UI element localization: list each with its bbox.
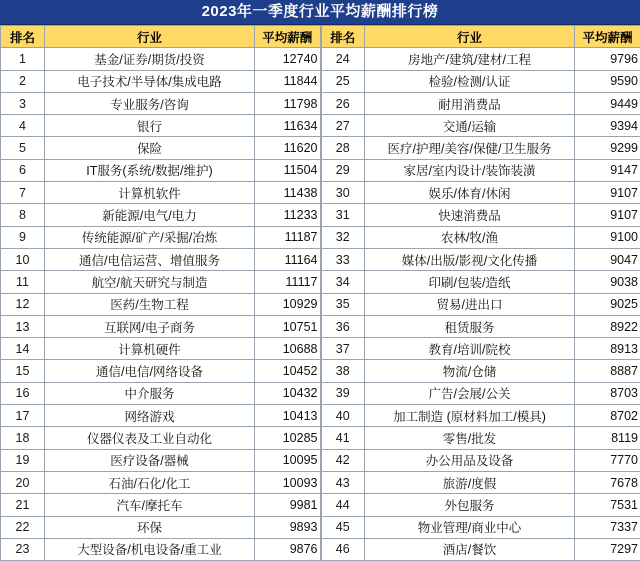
cell-pay-left: 10929 xyxy=(255,293,321,315)
cell-industry-left: 计算机软件 xyxy=(45,182,255,204)
table-row xyxy=(1,516,640,538)
table-row xyxy=(1,405,640,427)
cell-pay-left: 11438 xyxy=(255,182,321,204)
cell-industry-right: 快速消费品 xyxy=(365,204,575,226)
cell-industry-right: 旅游/度假 xyxy=(365,471,575,493)
cell-rank-left: 20 xyxy=(1,471,45,493)
cell-industry-left: 中介服务 xyxy=(45,382,255,404)
cell-industry-right: 娱乐/体育/休闲 xyxy=(365,182,575,204)
cell-industry-left: 大型设备/机电设备/重工业 xyxy=(45,538,255,560)
cell-rank-left: 11 xyxy=(1,271,45,293)
cell-pay-left: 11798 xyxy=(255,92,321,114)
table-row xyxy=(1,315,640,337)
cell-industry-left: 电子技术/半导体/集成电路 xyxy=(45,70,255,92)
column-header-rank-right: 排名 xyxy=(321,26,365,48)
cell-industry-left: 网络游戏 xyxy=(45,405,255,427)
cell-industry-right: 贸易/进出口 xyxy=(365,293,575,315)
cell-pay-right: 9038 xyxy=(575,271,640,293)
cell-industry-right: 教育/培训/院校 xyxy=(365,338,575,360)
cell-pay-left: 10751 xyxy=(255,315,321,337)
cell-industry-left: 通信/电信运营、增值服务 xyxy=(45,248,255,270)
cell-pay-right: 9047 xyxy=(575,248,640,270)
cell-pay-right: 9025 xyxy=(575,293,640,315)
cell-pay-right: 8702 xyxy=(575,405,640,427)
cell-industry-right: 家居/室内设计/装饰装潢 xyxy=(365,159,575,181)
cell-pay-left: 11187 xyxy=(255,226,321,248)
column-header-pay-right: 平均薪酬 xyxy=(575,26,640,48)
cell-rank-left: 10 xyxy=(1,248,45,270)
table-row xyxy=(1,115,640,137)
table-row xyxy=(1,204,640,226)
cell-industry-left: 医疗设备/器械 xyxy=(45,449,255,471)
cell-rank-right: 41 xyxy=(321,427,365,449)
cell-rank-left: 17 xyxy=(1,405,45,427)
cell-rank-right: 44 xyxy=(321,494,365,516)
cell-industry-left: 新能源/电气/电力 xyxy=(45,204,255,226)
cell-pay-left: 9893 xyxy=(255,516,321,538)
cell-pay-left: 11620 xyxy=(255,137,321,159)
table-row xyxy=(1,449,640,471)
cell-pay-left: 9876 xyxy=(255,538,321,560)
cell-pay-right: 8922 xyxy=(575,315,640,337)
cell-industry-left: 互联网/电子商务 xyxy=(45,315,255,337)
cell-rank-left: 13 xyxy=(1,315,45,337)
table-row xyxy=(1,159,640,181)
cell-pay-left: 10093 xyxy=(255,471,321,493)
cell-rank-left: 6 xyxy=(1,159,45,181)
cell-pay-right: 7531 xyxy=(575,494,640,516)
cell-pay-right: 8913 xyxy=(575,338,640,360)
cell-rank-right: 45 xyxy=(321,516,365,538)
cell-rank-right: 27 xyxy=(321,115,365,137)
cell-industry-right: 广告/会展/公关 xyxy=(365,382,575,404)
cell-rank-right: 38 xyxy=(321,360,365,382)
cell-pay-left: 12740 xyxy=(255,48,321,70)
cell-rank-right: 30 xyxy=(321,182,365,204)
table-row xyxy=(1,338,640,360)
cell-rank-right: 46 xyxy=(321,538,365,560)
table-row xyxy=(1,382,640,404)
cell-industry-right: 房地产/建筑/建材/工程 xyxy=(365,48,575,70)
cell-rank-left: 18 xyxy=(1,427,45,449)
cell-industry-right: 外包服务 xyxy=(365,494,575,516)
table-row xyxy=(1,271,640,293)
cell-pay-left: 11844 xyxy=(255,70,321,92)
salary-ranking-table xyxy=(0,25,640,561)
cell-industry-left: 通信/电信/网络设备 xyxy=(45,360,255,382)
cell-pay-right: 9590 xyxy=(575,70,640,92)
cell-rank-left: 15 xyxy=(1,360,45,382)
cell-pay-left: 10688 xyxy=(255,338,321,360)
cell-industry-left: 仪器仪表及工业自动化 xyxy=(45,427,255,449)
cell-industry-right: 农林/牧/渔 xyxy=(365,226,575,248)
cell-industry-left: 专业服务/咨询 xyxy=(45,92,255,114)
table-row xyxy=(1,471,640,493)
cell-rank-right: 25 xyxy=(321,70,365,92)
cell-rank-right: 35 xyxy=(321,293,365,315)
cell-pay-right: 7337 xyxy=(575,516,640,538)
cell-rank-left: 14 xyxy=(1,338,45,360)
cell-pay-left: 11634 xyxy=(255,115,321,137)
cell-rank-left: 1 xyxy=(1,48,45,70)
cell-pay-right: 9147 xyxy=(575,159,640,181)
cell-pay-left: 9981 xyxy=(255,494,321,516)
cell-rank-right: 24 xyxy=(321,48,365,70)
cell-rank-right: 37 xyxy=(321,338,365,360)
cell-industry-left: 石油/石化/化工 xyxy=(45,471,255,493)
cell-pay-right: 9299 xyxy=(575,137,640,159)
cell-rank-left: 23 xyxy=(1,538,45,560)
cell-rank-right: 39 xyxy=(321,382,365,404)
cell-pay-right: 9449 xyxy=(575,92,640,114)
cell-pay-right: 9394 xyxy=(575,115,640,137)
cell-rank-right: 42 xyxy=(321,449,365,471)
cell-pay-right: 8887 xyxy=(575,360,640,382)
cell-rank-left: 8 xyxy=(1,204,45,226)
table-body xyxy=(1,48,640,561)
cell-industry-left: 医药/生物工程 xyxy=(45,293,255,315)
cell-pay-right: 9107 xyxy=(575,182,640,204)
cell-industry-left: 保险 xyxy=(45,137,255,159)
table-row xyxy=(1,427,640,449)
page-title: 2023年一季度行业平均薪酬排行榜 xyxy=(0,0,640,25)
table-row xyxy=(1,494,640,516)
cell-rank-right: 31 xyxy=(321,204,365,226)
cell-rank-left: 9 xyxy=(1,226,45,248)
table-row xyxy=(1,48,640,70)
column-header-industry-left: 行业 xyxy=(45,26,255,48)
cell-rank-right: 33 xyxy=(321,248,365,270)
cell-pay-left: 10452 xyxy=(255,360,321,382)
cell-rank-left: 4 xyxy=(1,115,45,137)
cell-pay-right: 9100 xyxy=(575,226,640,248)
table-row xyxy=(1,137,640,159)
cell-industry-left: IT服务(系统/数据/维护) xyxy=(45,159,255,181)
cell-pay-left: 10285 xyxy=(255,427,321,449)
table-row xyxy=(1,293,640,315)
cell-rank-left: 3 xyxy=(1,92,45,114)
cell-rank-right: 28 xyxy=(321,137,365,159)
cell-rank-left: 21 xyxy=(1,494,45,516)
cell-rank-right: 26 xyxy=(321,92,365,114)
cell-pay-left: 11117 xyxy=(255,271,321,293)
cell-rank-right: 32 xyxy=(321,226,365,248)
table-row xyxy=(1,182,640,204)
column-header-industry-right: 行业 xyxy=(365,26,575,48)
table-row xyxy=(1,226,640,248)
cell-industry-right: 医疗/护理/美容/保健/卫生服务 xyxy=(365,137,575,159)
column-header-rank-left: 排名 xyxy=(1,26,45,48)
cell-rank-left: 12 xyxy=(1,293,45,315)
cell-industry-right: 酒店/餐饮 xyxy=(365,538,575,560)
column-header-pay-left: 平均薪酬 xyxy=(255,26,321,48)
cell-industry-right: 零售/批发 xyxy=(365,427,575,449)
cell-industry-right: 加工制造 (原材料加工/模具) xyxy=(365,405,575,427)
table-header xyxy=(1,26,640,48)
cell-industry-right: 办公用品及设备 xyxy=(365,449,575,471)
cell-rank-right: 34 xyxy=(321,271,365,293)
cell-rank-left: 2 xyxy=(1,70,45,92)
cell-rank-left: 19 xyxy=(1,449,45,471)
cell-industry-left: 银行 xyxy=(45,115,255,137)
table-row xyxy=(1,70,640,92)
cell-pay-right: 7297 xyxy=(575,538,640,560)
cell-pay-right: 9107 xyxy=(575,204,640,226)
cell-pay-right: 8703 xyxy=(575,382,640,404)
cell-industry-right: 物流/仓储 xyxy=(365,360,575,382)
cell-industry-left: 传统能源/矿产/采掘/冶炼 xyxy=(45,226,255,248)
cell-industry-right: 物业管理/商业中心 xyxy=(365,516,575,538)
cell-rank-left: 5 xyxy=(1,137,45,159)
cell-industry-left: 基金/证券/期货/投资 xyxy=(45,48,255,70)
cell-rank-right: 36 xyxy=(321,315,365,337)
cell-rank-left: 7 xyxy=(1,182,45,204)
cell-industry-left: 航空/航天研究与制造 xyxy=(45,271,255,293)
cell-industry-right: 检验/检测/认证 xyxy=(365,70,575,92)
table-row xyxy=(1,92,640,114)
cell-rank-right: 40 xyxy=(321,405,365,427)
cell-industry-left: 环保 xyxy=(45,516,255,538)
table-row xyxy=(1,360,640,382)
cell-pay-left: 10432 xyxy=(255,382,321,404)
cell-rank-right: 29 xyxy=(321,159,365,181)
cell-pay-left: 11233 xyxy=(255,204,321,226)
cell-industry-right: 交通/运输 xyxy=(365,115,575,137)
cell-industry-right: 租赁服务 xyxy=(365,315,575,337)
cell-pay-right: 7770 xyxy=(575,449,640,471)
cell-pay-left: 11164 xyxy=(255,248,321,270)
cell-rank-right: 43 xyxy=(321,471,365,493)
table-row xyxy=(1,538,640,560)
cell-industry-right: 印刷/包装/造纸 xyxy=(365,271,575,293)
cell-industry-right: 媒体/出版/影视/文化传播 xyxy=(365,248,575,270)
cell-industry-right: 耐用消费品 xyxy=(365,92,575,114)
cell-industry-left: 计算机硬件 xyxy=(45,338,255,360)
cell-pay-left: 10095 xyxy=(255,449,321,471)
cell-pay-left: 10413 xyxy=(255,405,321,427)
cell-pay-right: 9796 xyxy=(575,48,640,70)
cell-rank-left: 16 xyxy=(1,382,45,404)
table-row xyxy=(1,248,640,270)
cell-pay-right: 8119 xyxy=(575,427,640,449)
cell-pay-left: 11504 xyxy=(255,159,321,181)
cell-industry-left: 汽车/摩托车 xyxy=(45,494,255,516)
cell-rank-left: 22 xyxy=(1,516,45,538)
cell-pay-right: 7678 xyxy=(575,471,640,493)
